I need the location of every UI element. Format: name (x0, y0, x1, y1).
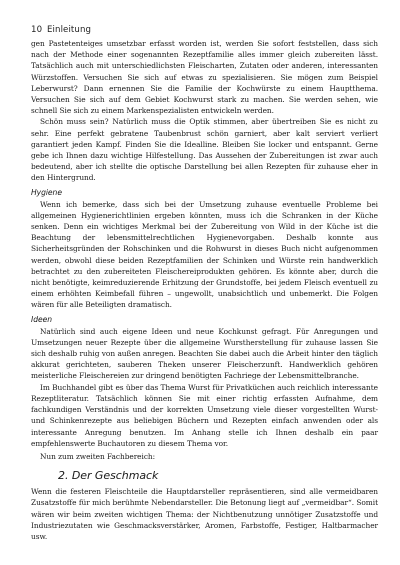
page-number: 10 (31, 25, 43, 35)
subheading-ideen: Ideen (31, 314, 52, 324)
paragraph: Wenn die festeren Fleischteile die Hauptdarsteller repräsentieren, sind alle vermeidbaren Zusatzstoffe für mich berühmte Nebendarsteller. Die Betonung liegt auf „vermeidbar“. Somit wären wir beim zweiten wichtigen Thema: der Nichtbenutzung unnötiger Zusatzstoffe und Industriezutaten wie Geschmacksverstärker, Aromen, Farbstoffe, Festiger, Haltbarmacher usw. (31, 487, 378, 541)
paragraph: Wenn ich bemerke, dass sich bei der Umsetzung zuhause eventuelle Probleme bei allgemeinen Hygienerichtlinien ergeben könnten, muss ich die Schranken in der Küche senken. Denn ein wichtiges Merkmal bei der Zubereitung von Wild in der Küche ist die Beachtung der lebensmittelrechtlichen Hygienevorgaben. Deshalb konnte aus Sicherheitsgründen der Rohschinken und die Rohwurst in dieses Buch nicht aufgenommen werden, obwohl diese beiden Rezeptfamilien der Schinken und Würste rein handwerklich betrachtet zu den zubereiteten Fleischereiprodukten gehören. Es könnte aber, durch die nicht benötigte, keimreduzierende Erhitzung der Grundstoffe, bei jedem Fleisch eventuell zu einem erhöhten Keimbefall führen – ungewollt, unabsichtlich und unbemerkt. Die Folgen wären für alle Beteiligten dramatisch. (31, 199, 378, 310)
chapter-heading: 2. Der Geschmack (58, 469, 159, 483)
paragraph-closing: Nun zum zweiten Fachbereich: (40, 451, 156, 461)
paragraph: gen Pastetenteiges umsetzbar erfasst worden ist, werden Sie sofort feststellen, dass sich nach der Methode einer sogenannten Rezeptfamilie alles immer gleich zubereiten lässt. Tatsächlich auch mit unterschiedlichsten Fleischarten, Zutaten oder anderen, interessanten Würzstoffen. Versuchen Sie sich auf etwas zu spezialisieren. Sie mögen zum Beispiel Leberwurst? Dann ernennen Sie die Familie der Kochwürste zu einem Hauptthema. Versuchen Sie sich auf dem Gebiet Kochwurst stark zu machen. Sie werden sehen, wie schnell Sie sich zu einem Markenspezialisten entwickeln werden. (31, 39, 378, 116)
running-head (31, 25, 91, 35)
paragraph: Im Buchhandel gibt es über das Thema Wurst für Privatküchen auch reichlich interessante Rezeptliteratur. Tatsächlich können Sie mit einer richtig erfassten Aufnahme, dem fachkundigen Verständnis und der korrekten Umsetzung viele dieser vorgestellten Wurst- und Schinkenrezepte aus beliebigen Büchern und Rezepten einfach anwenden oder als interessante Anregung benutzen. Im Anhang stelle ich Ihnen deshalb ein paar empfehlenswerte Buchautoren zu diesem Thema vor. (31, 382, 378, 448)
paragraph: Schön muss sein? Natürlich muss die Optik stimmen, aber übertreiben Sie es nicht zu sehr. Eine perfekt gebratene Taubenbrust schön garniert, aber kalt serviert verliert garantiert jeden Kampf. Finden Sie die Idealline. Bleiben Sie locker und entspannt. Gerne gebe ich Ihnen dazu wichtige Hilfestellung. Das Aussehen der Zubereitungen ist zwar auch bedeutend, aber ich stellte die optische Darstellung bei allen Rezepten für zuhause eher in den Hintergrund. (31, 117, 378, 183)
subheading-hygiene: Hygiene (31, 187, 62, 197)
chapter-title: Einleitung (47, 25, 92, 35)
paragraph: Natürlich sind auch eigene Ideen und neue Kochkunst gefragt. Für Anregungen und Umsetzungen neuer Rezepte über die allgemeine Wurstherstellung für zuhause lassen Sie sich deshalb ruhig von außen anregen. Beachten Sie dabei auch die Arbeit hinter den täglich akkurat gerichteten, sauberen Theken unserer Fleischerzunft. Handwerklich gehören meisterliche Fleischereien zur dringend benötigten Fachriege der Lebensmittelbranche. (31, 326, 378, 381)
body-text (31, 38, 378, 542)
